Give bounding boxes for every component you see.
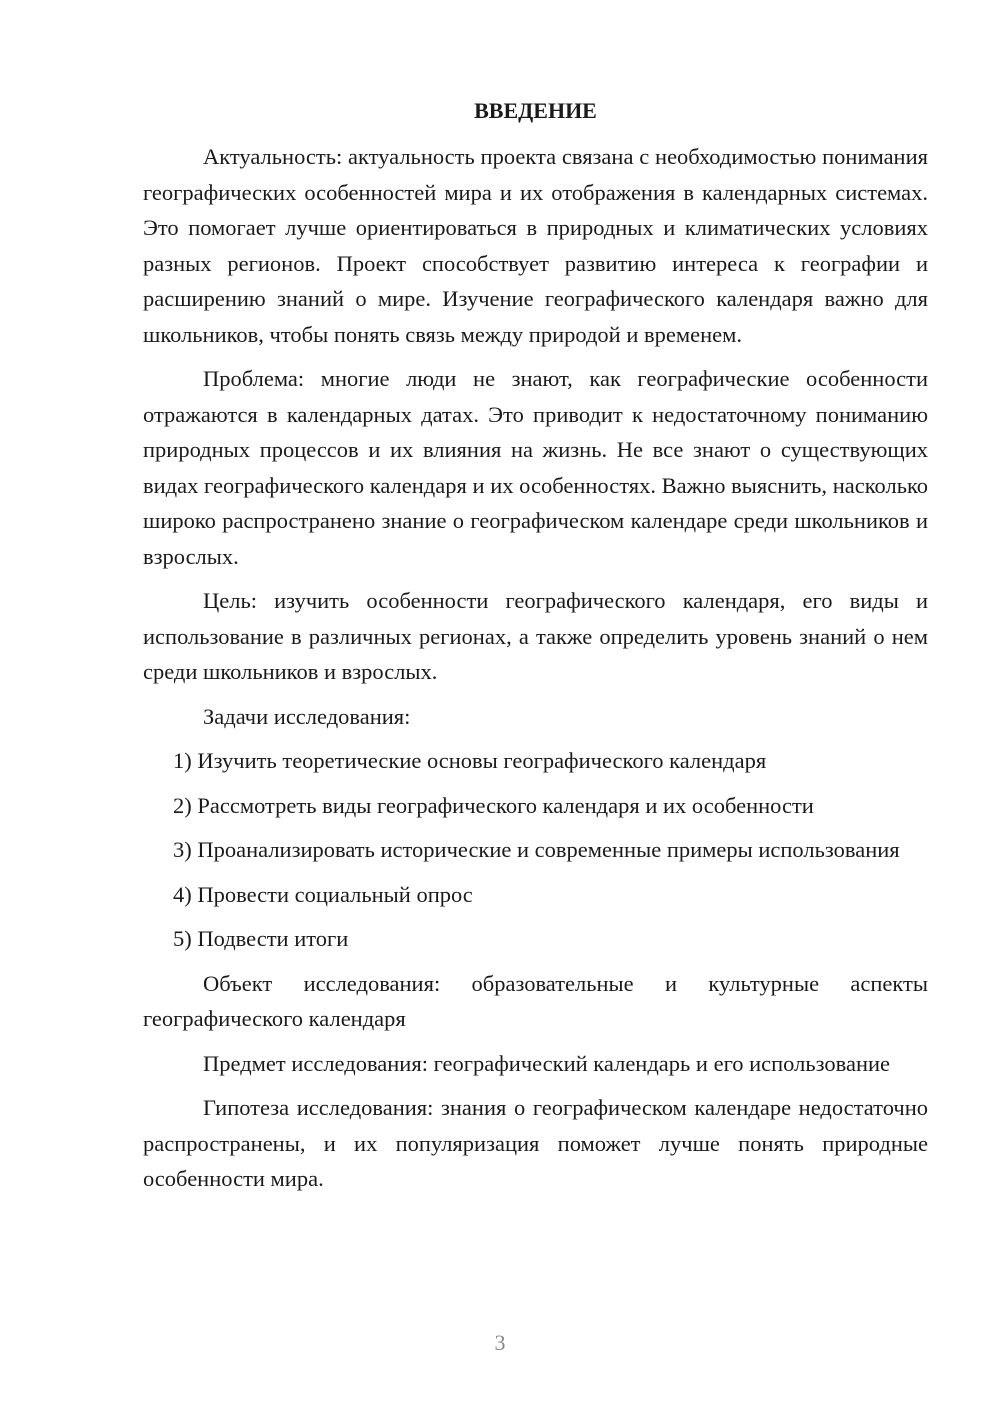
section-heading: ВВЕДЕНИЕ	[474, 98, 597, 123]
task-item: 4) Провести социальный опрос	[173, 881, 473, 907]
task-item: 3) Проанализировать исторические и современные примеры использования	[173, 837, 900, 862]
hypothesis-paragraph: Гипотеза исследования: знания о географическом календаре недостаточно распространены, и их популяризация поможет лучше понять природные особенности мира.	[143, 1095, 928, 1191]
object-paragraph: Объект исследования: образовательные и культурные аспекты географического календаря	[143, 970, 928, 1031]
task-item: 5) Подвести итоги	[173, 926, 349, 951]
page-number: 3	[494, 1330, 506, 1355]
relevance-paragraph: Актуальность: актуальность проекта связана с необходимостью понимания географических особенностей мира и их отображения в календарных системах. Это помогает лучше ориентироваться в природных и климатических условиях разных регионов. Проект способствует развитию интереса к географии и расширению знаний о мире. Изучение географического календаря важно для школьников, чтобы понять связь между природой и временем.	[143, 144, 928, 347]
tasks-label: Задачи исследования:	[203, 703, 411, 729]
problem-paragraph: Проблема: многие люди не знают, как географические особенности отражаются в календарных датах. Это приводит к недостаточному пониманию природных процессов и их влияния на жизнь. Не все знают о существующих видах географического календаря и их особенностях. Важно выяснить, насколько широко распространено знание о географическом календаре среди школьников и взрослых.	[143, 366, 928, 569]
goal-paragraph: Цель: изучить особенности географического календаря, его виды и использование в различных регионах, а также определить уровень знаний о нем среди школьников и взрослых.	[143, 588, 928, 684]
task-item: 1) Изучить теоретические основы географического календаря	[173, 748, 767, 773]
tasks-list	[143, 743, 928, 957]
subject-paragraph: Предмет исследования: географический календарь и его использование	[203, 1050, 891, 1076]
document-page	[143, 95, 928, 1206]
task-item: 2) Рассмотреть виды географического календаря и их особенности	[173, 792, 814, 818]
